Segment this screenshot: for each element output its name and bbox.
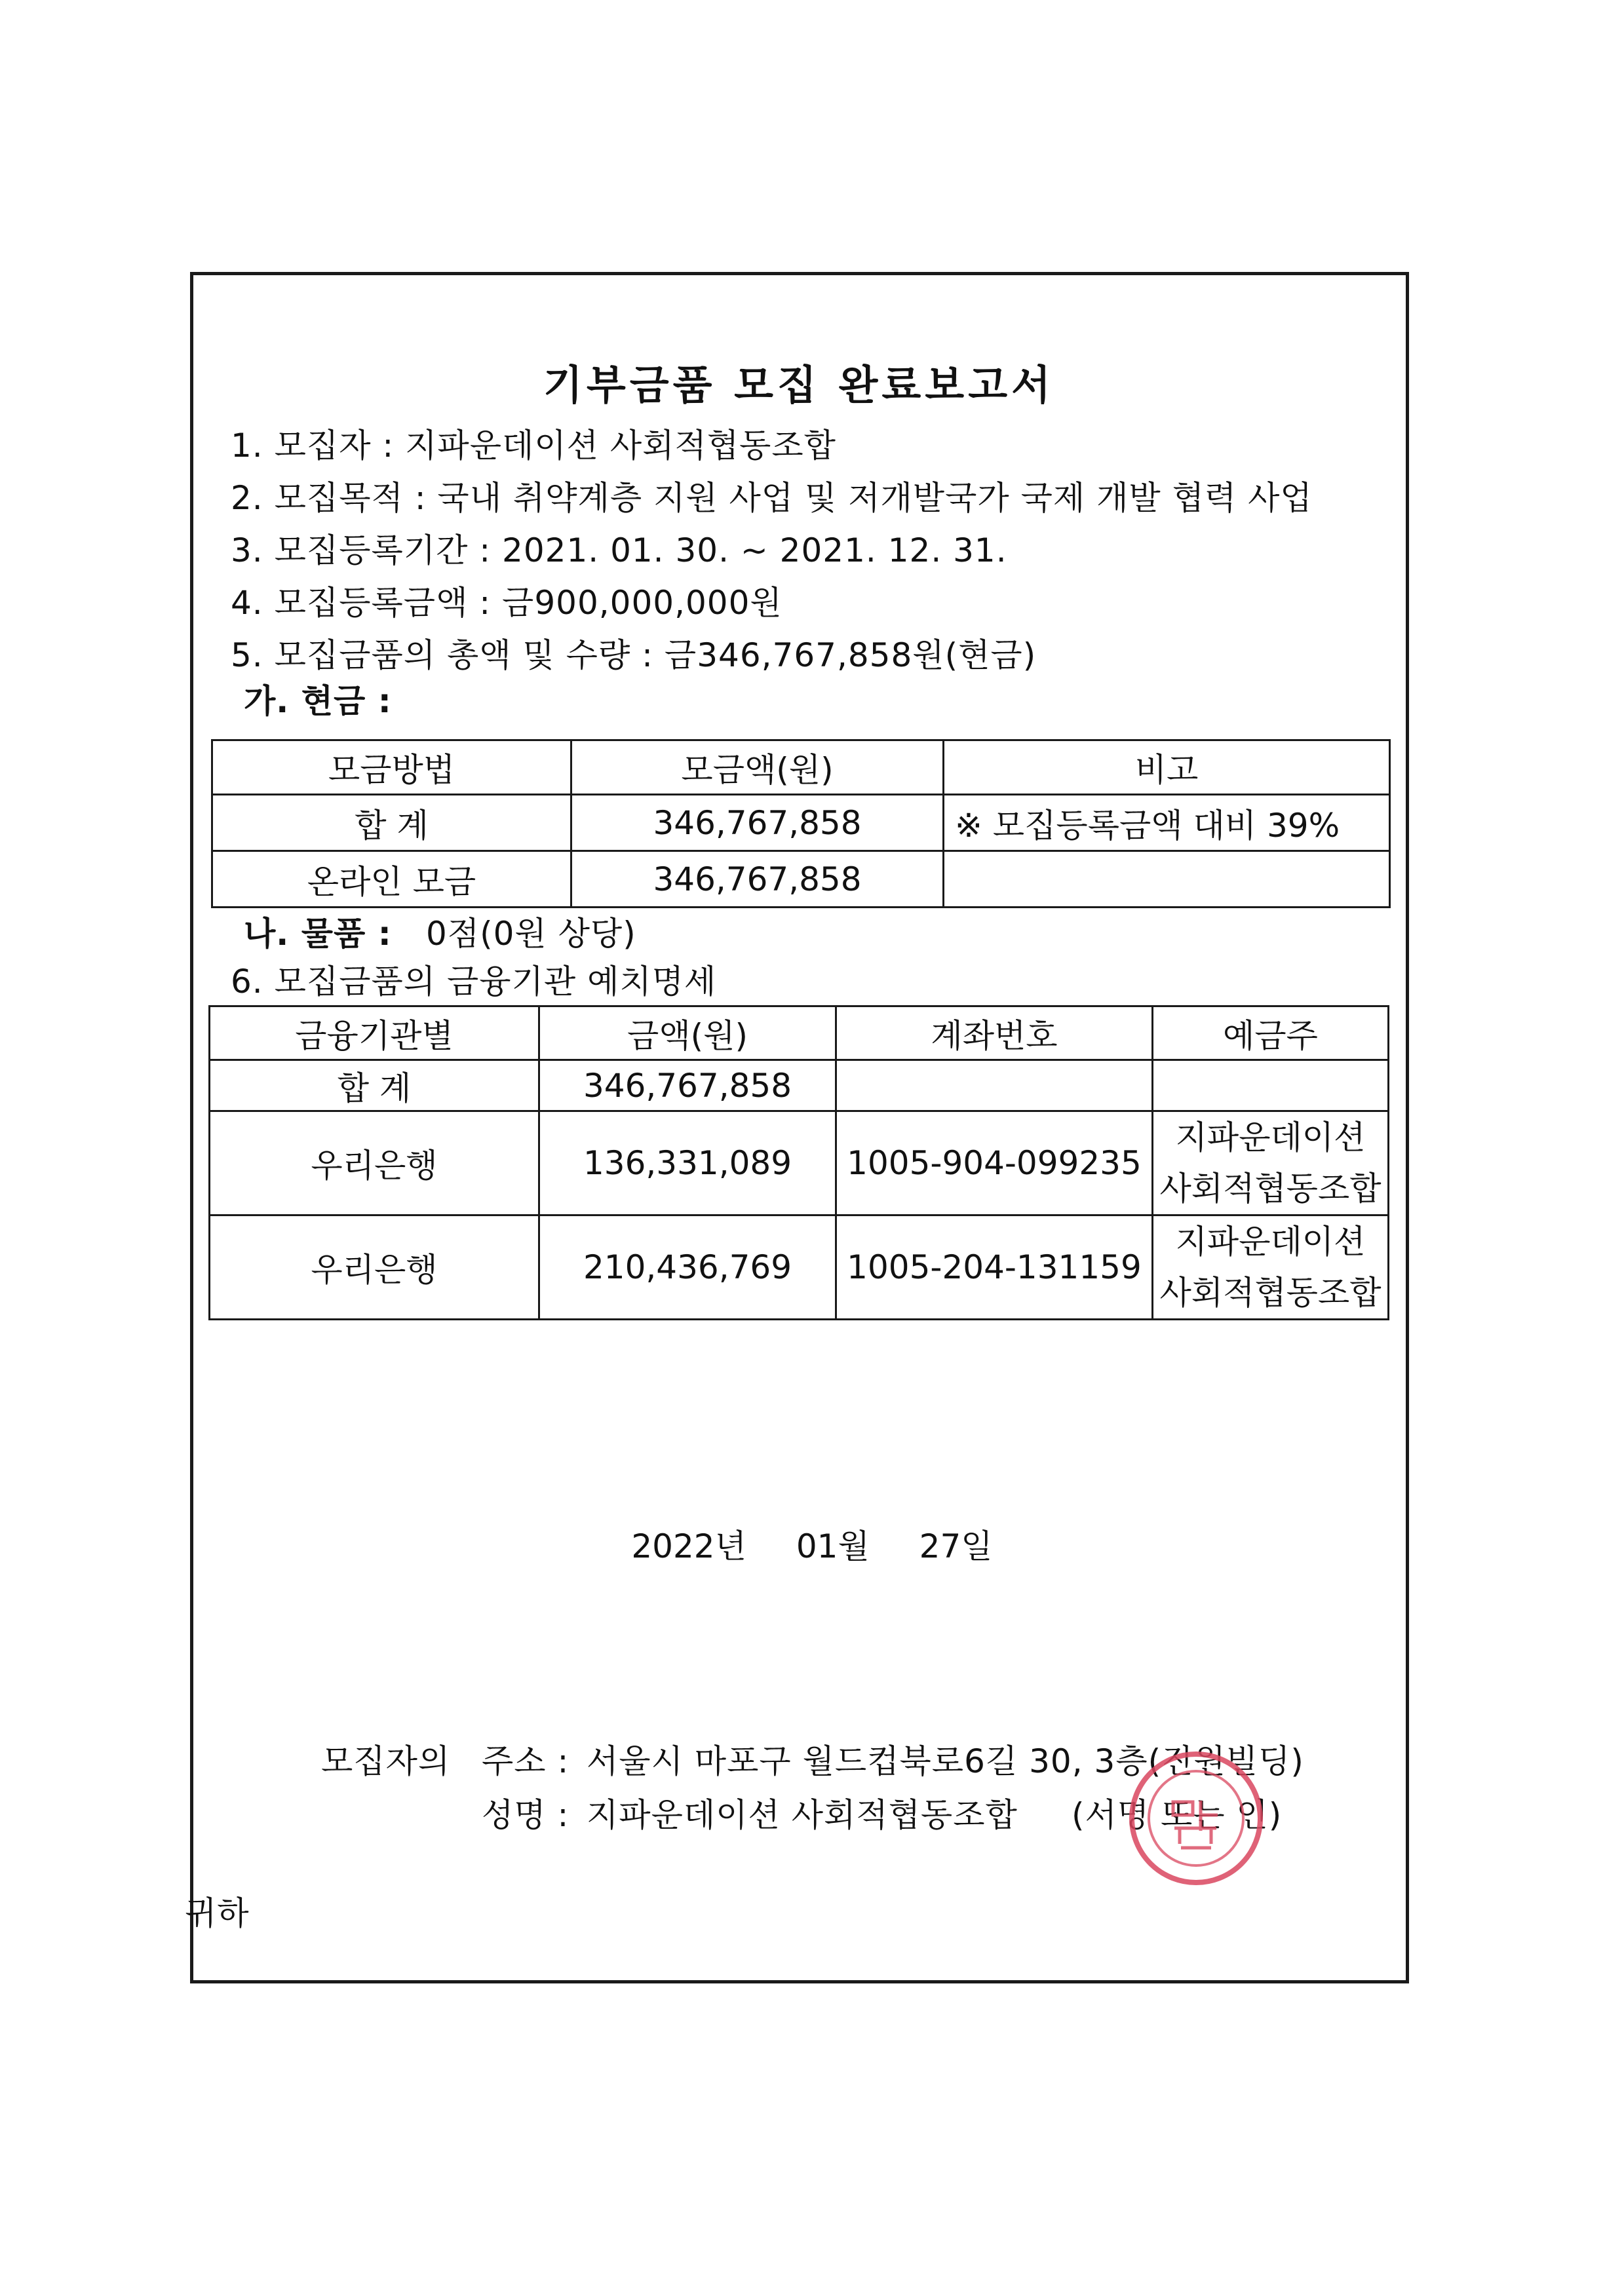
table-cell: 합 계 [210,1060,539,1111]
holder-line: 지파운데이션 [1175,1119,1366,1157]
holder-line: 사회적협동조합 [1159,1274,1382,1312]
date-month: 01월 [796,1527,870,1565]
table-cell: 1005-204-131159 [836,1215,1153,1320]
name-value: 지파운데이션 사회적협동조합 [587,1796,1018,1834]
date-day: 27일 [919,1527,993,1565]
table-cell [1153,1215,1389,1320]
table-header: 금액(원) [539,1006,836,1060]
recruiter-label: 모집자의 [321,1742,451,1780]
table-row [212,795,1390,851]
closing-text: 귀하 [185,1894,250,1932]
section-6-heading: 6. 모집금품의 금융기관 예치명세 [231,963,717,1001]
item-total-amount: 5. 모집금품의 총액 및 수량 : 금346,767,858원(현금) [231,636,1037,674]
table-header: 비고 [944,740,1390,795]
item-period: 3. 모집등록기간 : 2021. 01. 30. ~ 2021. 12. 31. [231,531,1007,569]
table-cell: 합 계 [212,795,571,851]
table-cell: 136,331,089 [539,1111,836,1215]
sign-note: (서명 또는 인) [1072,1796,1283,1834]
table-header: 모금액(원) [571,740,944,795]
address-label: 주소 : [482,1742,570,1780]
table-cell [836,1060,1153,1111]
table-cell: 온라인 모금 [212,851,571,908]
table-header: 예금주 [1153,1006,1389,1060]
item-recruiter: 1. 모집자 : 지파운데이션 사회적협동조합 [231,427,836,465]
table-header: 계좌번호 [836,1006,1153,1060]
table-cell: 우리은행 [210,1215,539,1320]
table-cell: ※ 모집등록금액 대비 39% [944,795,1390,851]
table-row [210,1215,1389,1320]
item-registered-amount: 4. 모집등록금액 : 금900,000,000원 [231,584,783,622]
table-cell [1153,1111,1389,1215]
bank-table [208,1005,1389,1320]
table-cell: 1005-904-099235 [836,1111,1153,1215]
table-row [212,851,1390,908]
table-row [210,1060,1389,1111]
table-row [212,740,1390,795]
table-cell: 210,436,769 [539,1215,836,1320]
item-purpose: 2. 모집목적 : 국내 취약계층 지원 사업 및 저개발국가 국제 개발 협력 사업 [231,479,1313,517]
table-header: 금융기관별 [210,1006,539,1060]
report-date [0,1520,1624,1567]
table-header: 모금방법 [212,740,571,795]
cash-label: 가. 현금 : [244,682,392,720]
document-title: 기부금품 모집 완료보고서 [543,361,1054,409]
table-cell: 346,767,858 [571,795,944,851]
table-row [210,1006,1389,1060]
holder-line: 사회적협동조합 [1159,1170,1382,1208]
table-row [210,1111,1389,1215]
table-cell [1153,1060,1389,1111]
table-cell [944,851,1390,908]
seal-stamp-icon [1127,1750,1265,1887]
table-cell: 346,767,858 [571,851,944,908]
table-cell: 우리은행 [210,1111,539,1215]
cash-table [211,739,1391,908]
name-label: 성명 : [482,1796,570,1834]
goods-value: 0점(0원 상당) [426,915,636,953]
holder-line: 지파운데이션 [1175,1223,1366,1261]
date-year: 2022년 [631,1527,746,1565]
table-cell: 346,767,858 [539,1060,836,1111]
address-value: 서울시 마포구 월드컵북로6길 30, 3층(진원빌딩) [587,1742,1304,1780]
goods-label: 나. 물품 : [244,915,392,953]
